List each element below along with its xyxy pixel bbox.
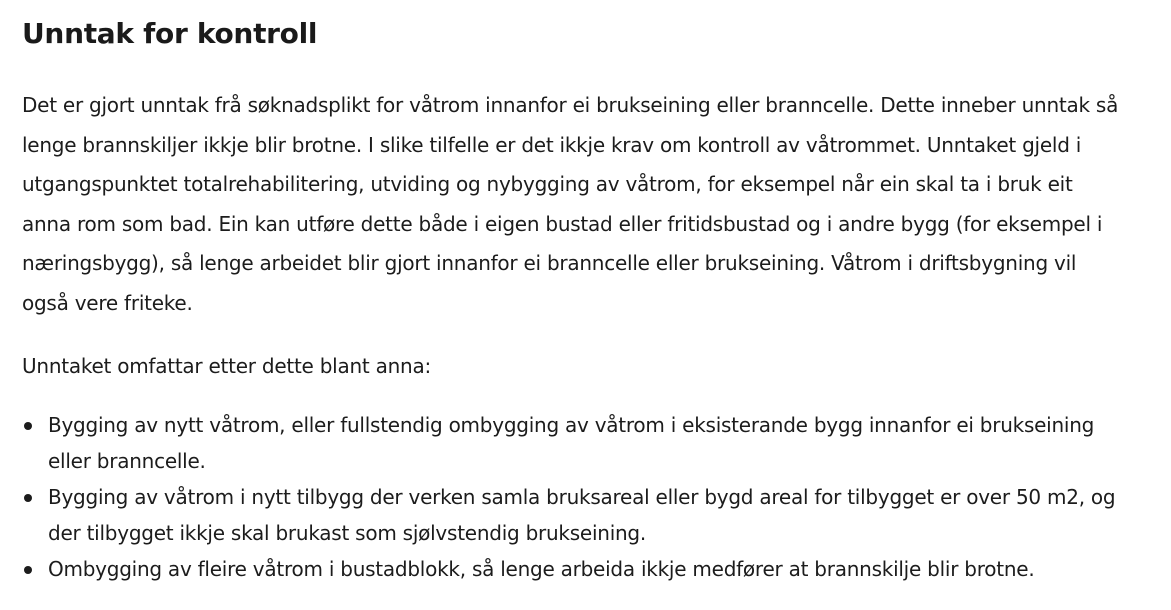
body-paragraph: Det er gjort unntak frå søknadsplikt for våtrom innanfor ei brukseining eller branncelle. Dette inneber unntak så lenge brannskiljer ikkje blir brotne. I slike tilfelle er det ikkje krav om kontroll av våtrommet. Unntaket gjeld i utgangspunktet totalrehabilitering, utviding og nybygging av våtrom, for eksempel når ein skal ta i bruk eit anna rom som bad. Ein kan utføre dette både i eigen bustad eller fritidsbustad og i andre bygg (for eksempel i næringsbygg), så lenge arbeidet blir gjort innanfor ei branncelle eller brukseining. Våtrom i driftsbygning vil også vere friteke. [22,93,1119,315]
list-item-text: Bygging av nytt våtrom, eller fullstendig ombygging av våtrom i eksisterande bygg innanfor ei brukseining eller branncelle. [48,413,1095,473]
list-item-text: Bygging av våtrom i nytt tilbygg der verken samla bruksareal eller bygd areal for tilbygget er over 50 m2, og der tilbygget ikkje skal brukast som sjølvstendig brukseining. [48,485,1116,545]
list-item-text: Ombygging av fleire våtrom i bustadblokk, så lenge arbeida ikkje medfører at brannskilje blir brotne. [48,557,1035,581]
list-item [22,551,1122,587]
list-intro: Unntaket omfattar etter dette blant anna: [22,354,431,378]
list-item [22,479,1122,551]
section-heading: Unntak for kontroll [22,17,318,50]
bullet-icon [24,566,32,574]
bullet-icon [24,422,32,430]
list-item [22,407,1122,479]
bullet-icon [24,494,32,502]
exception-list [22,407,1122,587]
